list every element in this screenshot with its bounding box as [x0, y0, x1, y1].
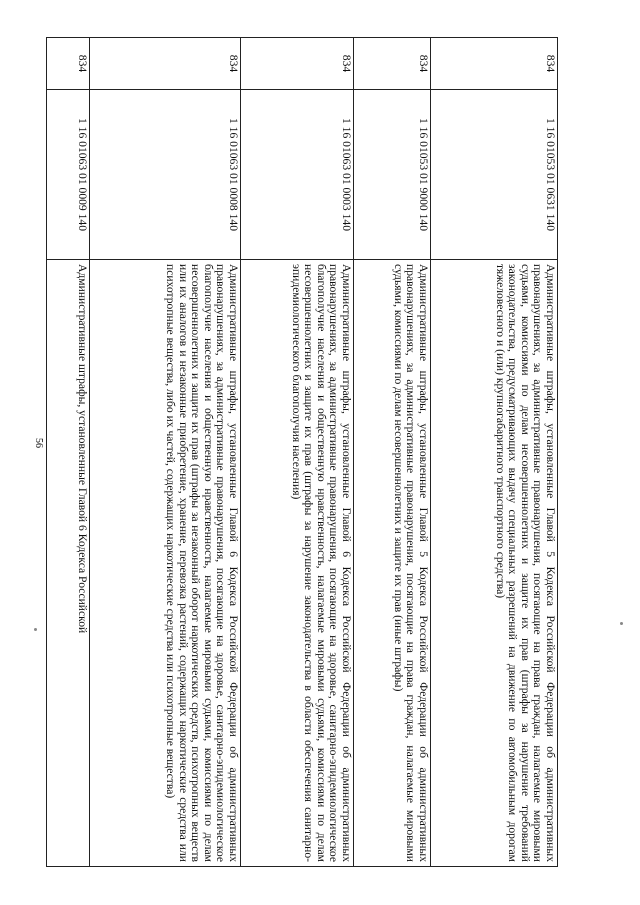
budget-code-cell: 1 16 01063 01 0008 140 — [90, 90, 241, 260]
budget-code-cell: 1 16 01053 01 0631 140 — [431, 90, 558, 260]
table-row — [47, 38, 90, 867]
budget-code-cell: 1 16 01053 01 9000 140 — [354, 90, 431, 260]
table-row — [431, 38, 558, 867]
table-row — [354, 38, 431, 867]
table-row — [90, 38, 241, 867]
table-row — [241, 38, 354, 867]
scan-speck — [620, 622, 623, 625]
budget-code-cell: 1 16 01063 01 0009 140 — [47, 90, 90, 260]
admin-code-cell: 834 — [431, 38, 558, 90]
page-number: 56 — [33, 438, 44, 448]
description-cell: Административные штрафы, установленные Главой 6 Кодекса Российской Федерации об административных правонарушениях, за административные правонарушения, посягающие на здоровье, санитарно-эпидемиологическое благополучие населения и общественную нравственность, налагаемые мировыми судьями, комиссиями по делам несовершеннолетних и защите их прав (штрафы за нарушение законодательства в области обеспечения санитарно-эпидемиологического благополучия населения) — [241, 260, 354, 867]
description-cell: Административные штрафы, установленные Главой 6 Кодекса Российской — [47, 260, 90, 867]
admin-code-cell: 834 — [90, 38, 241, 90]
description-cell: Административные штрафы, установленные Главой 5 Кодекса Российской Федерации об административных правонарушениях, за административные правонарушения, посягающие на права граждан, налагаемые мировыми судьями, комиссиями по делам несовершеннолетних и защите их прав (штрафы за нарушение требований законодательства, предусматривающих выдачу специальных разрешений на движение по автомобильным дорогам тяжеловесного и (или) крупногабаритного транспортного средства) — [431, 260, 558, 867]
description-cell: Административные штрафы, установленные Главой 5 Кодекса Российской Федерации об административных правонарушениях, за административные правонарушения, посягающие на права граждан, налагаемые мировыми судьями, комиссиями по делам несовершеннолетних и защите их прав (иные штрафы) — [354, 260, 431, 867]
admin-code-cell: 834 — [354, 38, 431, 90]
budget-codes-table-rotated — [46, 37, 558, 867]
admin-code-cell: 834 — [47, 38, 90, 90]
budget-codes-table — [46, 37, 558, 867]
description-cell: Административные штрафы, установленные Главой 6 Кодекса Российской Федерации об административных правонарушениях, за административные правонарушения, посягающие на здоровье, санитарно-эпидемиологическое благополучие населения и общественную нравственность, налагаемые мировыми судьями, комиссиями по делам несовершеннолетних и защите их прав (штрафы за незаконный оборот наркотических средств, психотропных веществ или их аналогов и незаконные приобретение, хранение, перевозка растений, содержащих наркотические средства или психотропные вещества, либо их частей, содержащих наркотические средства или психотропные вещества) — [90, 260, 241, 867]
budget-code-cell: 1 16 01063 01 0003 140 — [241, 90, 354, 260]
admin-code-cell: 834 — [241, 38, 354, 90]
scan-speck — [34, 628, 37, 631]
